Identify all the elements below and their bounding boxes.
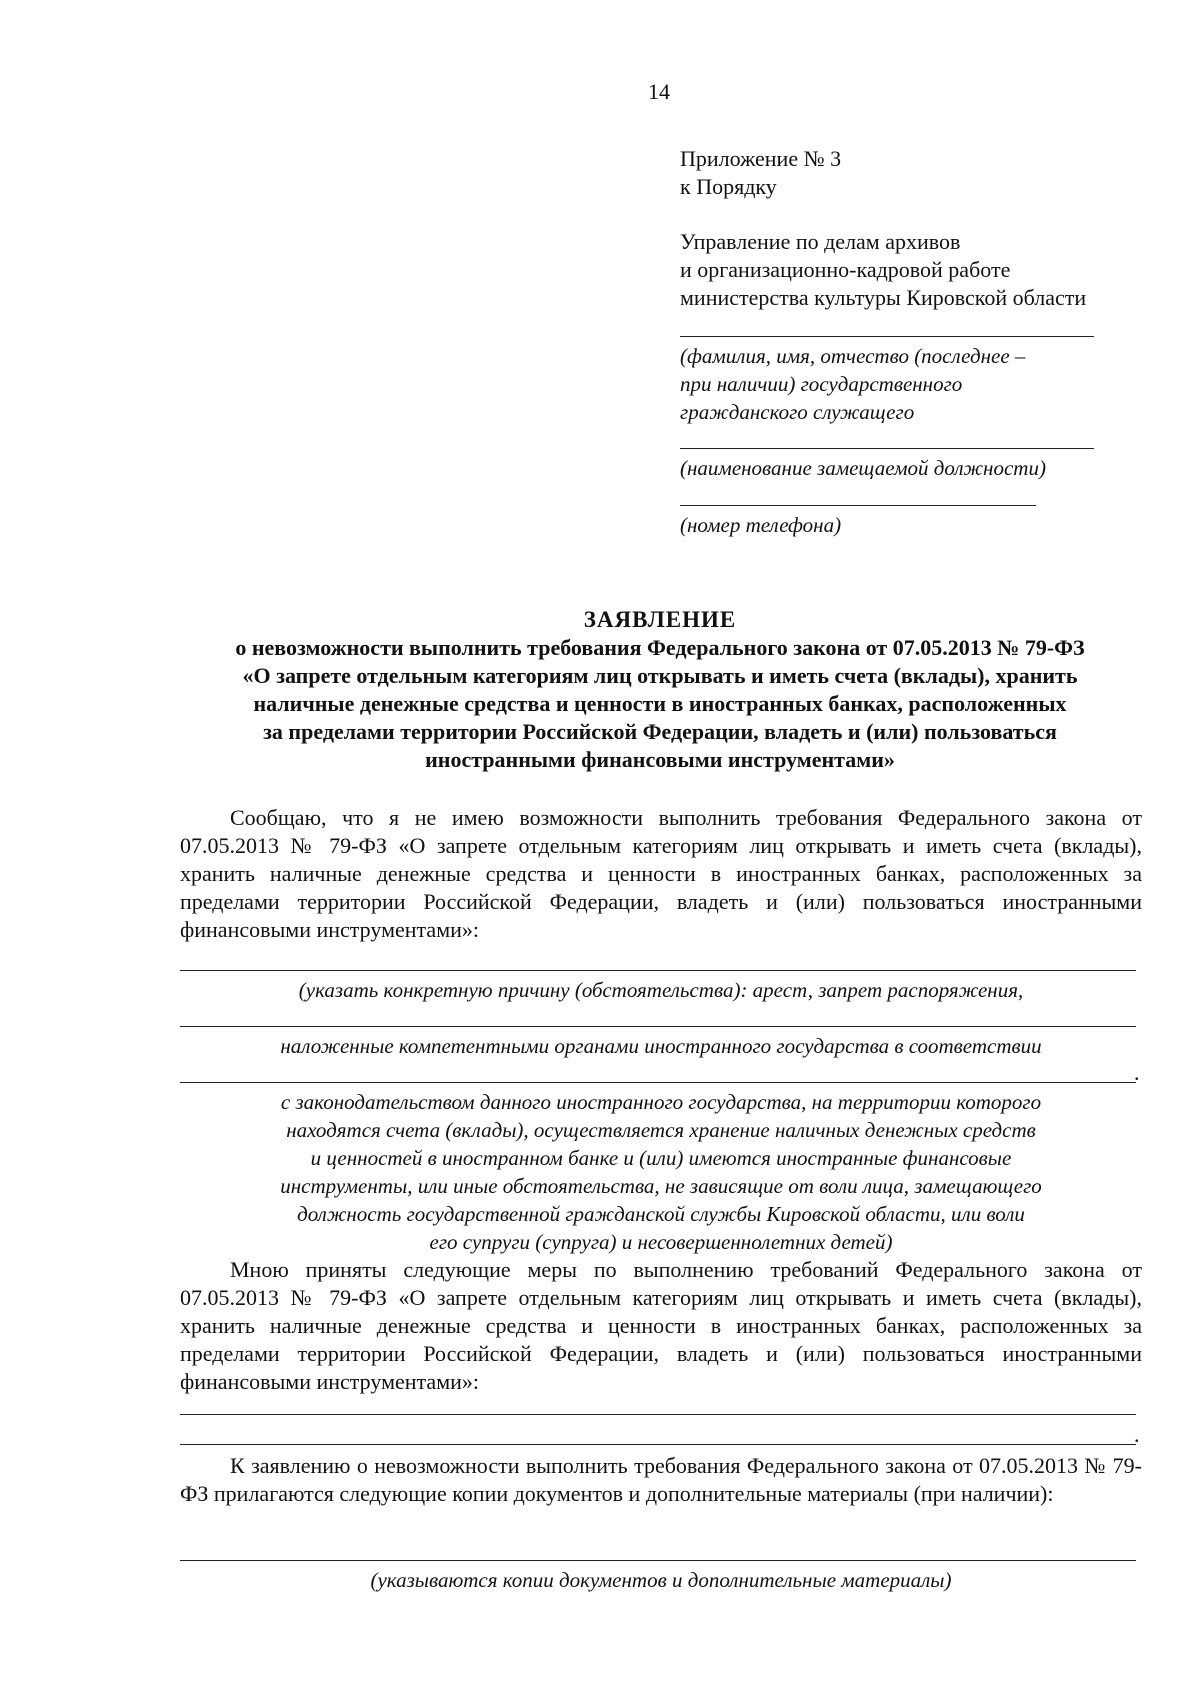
paragraph-3-text: К заявлению о невозможности выполнить требования Федерального закона от 07.05.2013 № 79-ФЗ прилагаются следующие копии документов и дополнительные материалы (при наличии): bbox=[180, 1453, 1142, 1506]
appendix-number: Приложение № 3 bbox=[680, 146, 842, 171]
statement-subtitle-line-3: наличные денежные средства и ценности в иностранных банках, расположенных bbox=[253, 691, 1067, 716]
name-field-line bbox=[680, 336, 1094, 337]
statement-title bbox=[170, 606, 1150, 774]
phone-caption: (номер телефона) bbox=[680, 513, 842, 537]
position-field-line bbox=[680, 448, 1094, 449]
statement-paragraph-1 bbox=[180, 804, 1142, 944]
reason-caption-line-2: наложенные компетентными органами иностранного государства в соответствии bbox=[280, 1034, 1042, 1058]
reason-caption-line-3: с законодательством данного иностранного государства, на территории которого bbox=[280, 1090, 1042, 1114]
reason-line-1 bbox=[180, 970, 1136, 971]
addressee-line-2: и организационно-кадровой работе bbox=[680, 257, 1011, 282]
reason-caption-line-1: (указать конкретную причину (обстоятельства): арест, запрет распоряжения, bbox=[298, 978, 1024, 1002]
measures-line-2 bbox=[180, 1444, 1136, 1445]
reason-line-3 bbox=[180, 1082, 1136, 1083]
statement-paragraph-3 bbox=[180, 1452, 1142, 1508]
addressee-line-1: Управление по делам архивов bbox=[680, 229, 961, 254]
page-number: 14 bbox=[648, 79, 670, 104]
reason-caption-line-4: находятся счета (вклады), осуществляется хранение наличных денежных средств bbox=[286, 1118, 1036, 1142]
statement-subtitle-line-5: иностранными финансовыми инструментами» bbox=[425, 747, 895, 772]
paragraph-1-text: Сообщаю, что я не имею возможности выполнить требования Федерального закона от 07.05.2013 № 79-ФЗ «О запрете отдельным категориям лиц открывать и иметь счета (вклады), хранить наличные денежные средства и ценности в иностранных банках, расположенных за пределами территории Российской Федерации, владеть и (или) пользоваться иностранными финансовыми инструментами»: bbox=[180, 805, 1142, 942]
paragraph-2-text: Мною приняты следующие меры по выполнению требований Федерального закона от 07.05.2013 № 79-ФЗ «О запрете отдельным категориям лиц открывать и иметь счета (вклады), хранить наличные денежные средства и ценности в иностранных банках, расположенных за пределами территории Российской Федерации, владеть и (или) пользоваться иностранными финансовыми инструментами»: bbox=[180, 1257, 1142, 1394]
name-caption-line-3: гражданского служащего bbox=[680, 400, 915, 424]
statement-subtitle-line-1: о невозможности выполнить требования Федерального закона от 07.05.2013 № 79-ФЗ bbox=[235, 635, 1085, 660]
statement-subtitle-line-2: «О запрете отдельным категориям лиц открывать и иметь счета (вклады), хранить bbox=[242, 663, 1078, 688]
reason-caption-line-6: инструменты, или иные обстоятельства, не зависящие от воли лица, замещающего bbox=[280, 1174, 1042, 1198]
statement-subtitle-line-4: за пределами территории Российской Федерации, владеть и (или) пользоваться bbox=[263, 719, 1057, 744]
name-caption-line-2: при наличии) государственного bbox=[680, 372, 963, 396]
statement-paragraph-2 bbox=[180, 1256, 1142, 1396]
measures-line-end-mark: . bbox=[1134, 1422, 1140, 1447]
phone-field-line bbox=[680, 505, 1036, 506]
attachments-caption: (указываются копии документов и дополнительные материалы) bbox=[370, 1568, 952, 1592]
reason-caption-line-7: должность государственной гражданской службы Кировской области, или воли bbox=[297, 1202, 1025, 1226]
measures-line-1 bbox=[180, 1414, 1136, 1415]
attachments-line bbox=[180, 1560, 1136, 1561]
reason-line-2 bbox=[180, 1026, 1136, 1027]
name-caption-line-1: (фамилия, имя, отчество (последнее – bbox=[680, 344, 1026, 368]
reason-caption-line-5: и ценностей в иностранном банке и (или) имеются иностранные финансовые bbox=[310, 1146, 1012, 1170]
position-caption: (наименование замещаемой должности) bbox=[680, 456, 1046, 480]
statement-heading: ЗАЯВЛЕНИЕ bbox=[583, 607, 737, 632]
reason-caption-line-8: его супруги (супруга) и несовершеннолетних детей) bbox=[429, 1230, 893, 1254]
reason-line-end-mark: . bbox=[1134, 1060, 1140, 1085]
addressee-line-3: министерства культуры Кировской области bbox=[680, 285, 1087, 310]
appendix-reference: к Порядку bbox=[680, 174, 777, 199]
